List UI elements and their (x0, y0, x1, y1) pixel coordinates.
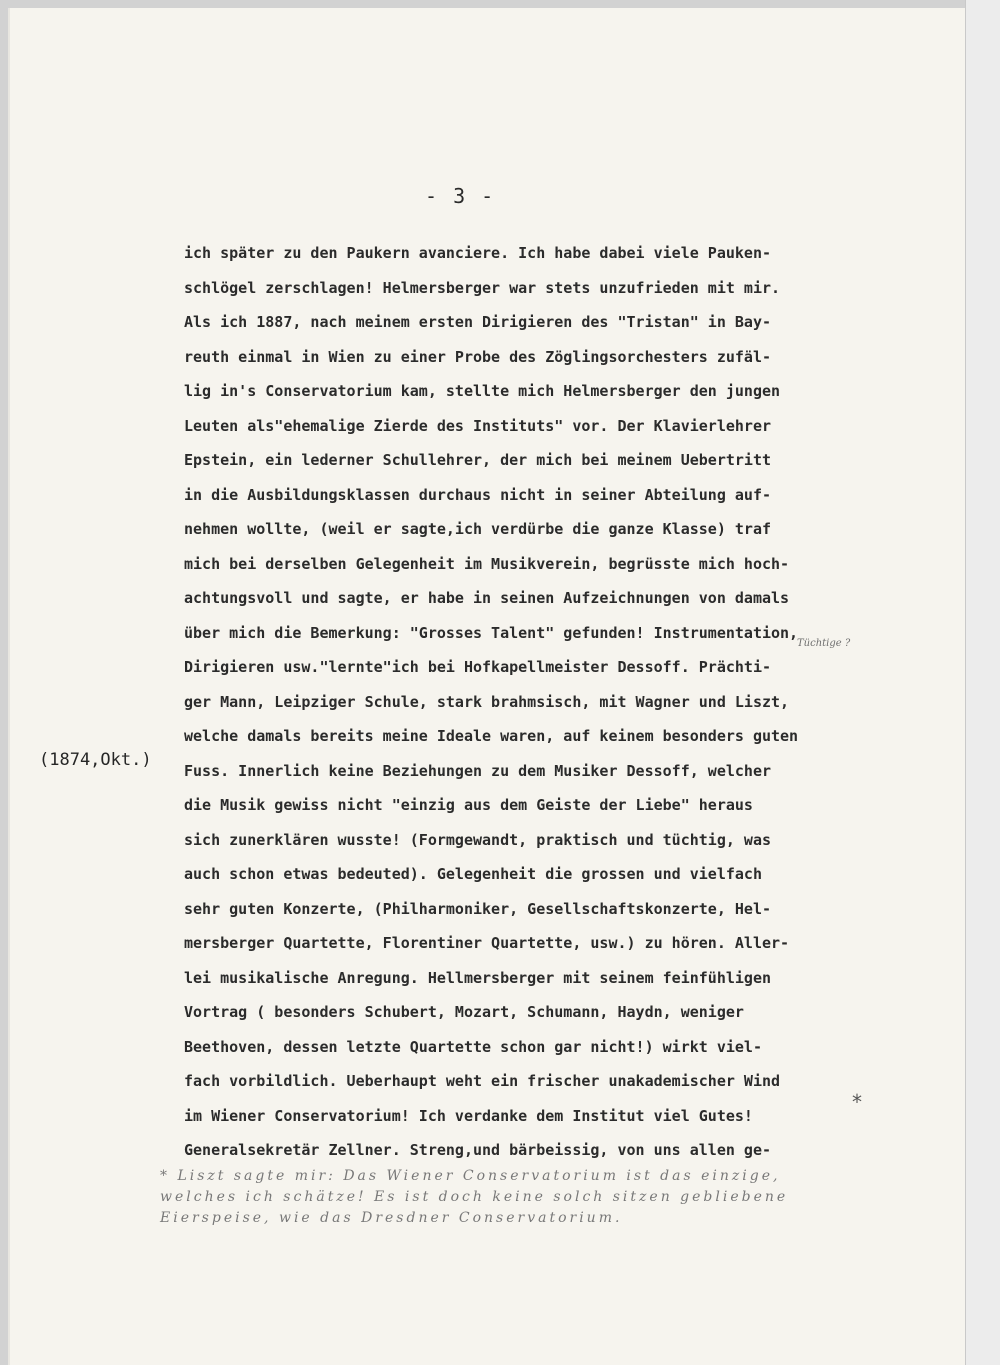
text-line: Als ich 1887, nach meinem ersten Dirigieren des "Tristan" in Bay- (184, 313, 771, 331)
text-line: lei musikalische Anregung. Hellmersberger mit seinem feinfühligen (184, 968, 771, 987)
text-line: auch schon etwas bedeuted). Gelegenheit die grossen und vielfach (184, 865, 762, 883)
document-page (8, 8, 968, 1365)
text-line: Fuss. Innerlich keine Beziehungen zu dem Musiker Dessoff, welcher (184, 761, 771, 780)
text-line: sehr guten Konzerte, (Philharmoniker, Gesellschaftskonzerte, Hel- (184, 899, 771, 918)
text-line: nehmen wollte, (weil er sagte,ich verdürbe die ganze Klasse) traf (184, 520, 771, 538)
handwritten-annotation: Tüchtige ? (797, 638, 851, 649)
text-line: Epstein, ein lederner Schullehrer, der mich bei meinem Uebertritt (184, 451, 771, 469)
handwritten-line: * Liszt sagte mir: Das Wiener Conservatorium ist das einzige, (160, 1168, 781, 1184)
text-line: ger Mann, Leipziger Schule, stark brahmsisch, mit Wagner und Liszt, (184, 692, 790, 711)
text-line: ich später zu den Paukern avanciere. Ich habe dabei viele Pauken- (184, 244, 771, 262)
text-line: welche damals bereits meine Ideale waren, auf keinem besonders guten (184, 727, 799, 745)
text-line: Generalsekretär Zellner. Streng,und bärbeissig, von uns allen ge- (184, 1141, 771, 1159)
handwritten-asterisk: * (852, 1090, 862, 1114)
text-line: über mich die Bemerkung: "Grosses Talent" gefunden! Instrumentation, (184, 623, 799, 642)
text-line: Vortrag ( besonders Schubert, Mozart, Schumann, Haydn, weniger (184, 1003, 744, 1021)
text-line: mersberger Quartette, Florentiner Quartette, usw.) zu hören. Aller- (184, 934, 790, 952)
text-line: Beethoven, dessen letzte Quartette schon gar nicht!) wirkt viel- (184, 1037, 762, 1056)
page-number: - 3 - (425, 184, 496, 208)
text-line: sich zunerklären wusste! (Formgewandt, praktisch und tüchtig, was (184, 830, 771, 849)
scan-background-edge (965, 0, 1000, 1365)
text-line: in die Ausbildungsklassen durchaus nicht in seiner Abteilung auf- (184, 485, 771, 504)
text-line: im Wiener Conservatorium! Ich verdanke dem Institut viel Gutes! (184, 1106, 753, 1125)
typed-text-body (184, 236, 904, 1168)
text-line: reuth einmal in Wien zu einer Probe des Zöglingsorchesters zufäl- (184, 347, 771, 366)
text-line: achtungsvoll und sagte, er habe in seinen Aufzeichnungen von damals (184, 589, 790, 607)
handwritten-footnote (160, 1166, 920, 1229)
text-line: Dirigieren usw."lernte"ich bei Hofkapellmeister Dessoff. Prächti- (184, 658, 771, 676)
handwritten-line: Eierspeise, wie das Dresdner Conservatorium. (160, 1210, 623, 1226)
text-line: mich bei derselben Gelegenheit im Musikverein, begrüsste mich hoch- (184, 554, 790, 573)
text-line: Leuten als"ehemalige Zierde des Instituts" vor. Der Klavierlehrer (184, 416, 771, 435)
text-line: fach vorbildlich. Ueberhaupt weht ein frischer unakademischer Wind (184, 1072, 781, 1090)
text-line: die Musik gewiss nicht "einzig aus dem Geiste der Liebe" heraus (184, 796, 753, 814)
margin-date-note: (1874,Okt.) (39, 750, 152, 770)
text-line: schlögel zerschlagen! Helmersberger war stets unzufrieden mit mir. (184, 278, 781, 297)
handwritten-line: welches ich schätze! Es ist doch keine solch sitzen gebliebene (160, 1189, 789, 1205)
text-line: lig in's Conservatorium kam, stellte mich Helmersberger den jungen (184, 382, 781, 400)
